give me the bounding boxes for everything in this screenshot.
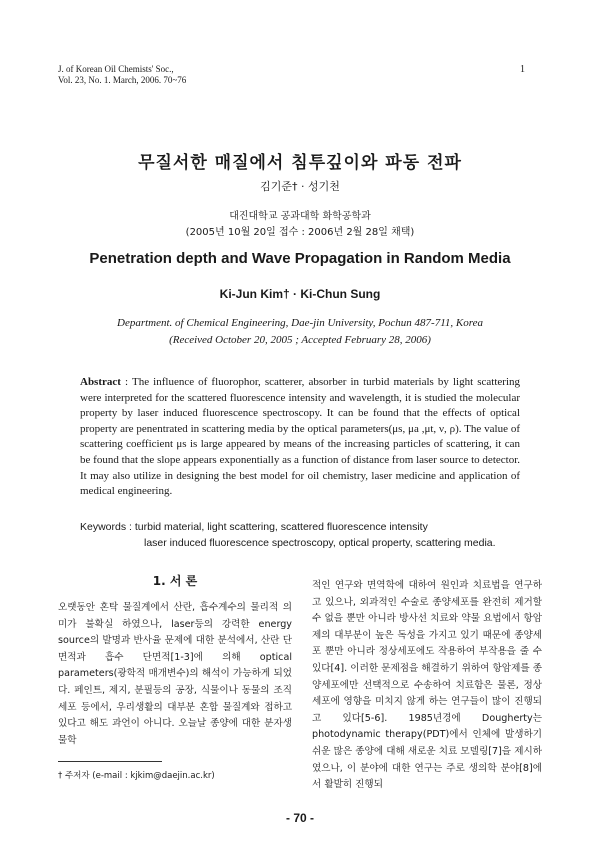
english-received-date: (Received October 20, 2005 ; Accepted February 28, 2006) [169,334,431,346]
keywords [80,519,520,551]
english-affiliation: Department. of Chemical Engineering, Dae-jin University, Pochun 487-711, Korea [117,317,483,329]
journal-line-1: J. of Korean Oil Chemists' Soc., [58,64,174,74]
abstract-text: : The influence of fluorophor, scatterer, absorber in turbid materials by light scattering were interpreted for the scattered fluorescence intensity and wavelength, it is studied the molecular property by laser induced fluorescence spectroscopy. It can be found that the effects of optical property are penentrated in scattering media by the optical parameters(μs, μa ,μt, ν, ρ). The value of scattering coefficient μs is large appeared by means of the increasing particles of scattering, it can be found that the slope appears exponentially as a function of distance from laser source to detector. It may also utilize in designing the best model for oil chemistry, laser medicine and application of medical engineering. [80,376,521,498]
korean-authors: 김기준† · 성기천 [260,180,340,193]
page-footer-number: - 70 - [285,811,314,825]
english-authors: Ki-Jun Kim† · Ki-Chun Sung [219,287,381,301]
keywords-label: Keywords [80,521,127,533]
english-affiliation-block [0,315,600,349]
abstract-label: Abstract [80,376,121,388]
korean-received-date: (2005년 10월 20일 접수 : 2006년 2월 28일 채택) [185,227,415,238]
body-left-column: 오랫동안 혼탁 물질계에서 산란, 흡수계수의 물리적 의미가 불확실 하였으나, laser등의 강력한 energy source의 발명과 반사율 문제에 대한 분석에서, 산란 단면적과 흡수 단면적[1-3]에 의해 optical parameters(광학적 매개변수)의 해석이 가능하게 되었다. 페인트, 제지, 분필등의 공장, 식물이나 동물의 조직세포 등에서, 우리생활의 대부분 혼합 물질계와 접하고 있다고 해도 과언이 아니다. 오늘날 종양에 대한 분자생물학 [58,602,292,746]
page-number: 1 [520,64,525,75]
footnote: † 주저자 (e-mail : kjkim@daejin.ac.kr) [58,771,215,781]
english-title: Penetration depth and Wave Propagation in Random Media [89,250,511,267]
keywords-line-2: laser induced fluorescence spectroscopy, optical property, scattering media. [144,537,496,549]
footnote-divider [58,761,162,762]
abstract [80,375,520,500]
keywords-line-1: : turbid material, light scattering, scattered fluorescence intensity [129,521,428,533]
journal-citation [58,64,186,86]
korean-title: 무질서한 매질에서 침투깊이와 파동 전파 [138,153,462,173]
body-right-column: 적인 연구와 면역학에 대하여 원인과 치료법을 연구하고 있으나, 외과적인 수술로 종양세포를 완전히 제거할 수 없을 뿐만 아니라 방사선 치료와 약물 요법에서 항암제의 대부분이 높은 독성을 가지고 있기 때문에 종양세포 뿐만 아니라 정상세포에도 작용하여 부작용을 줄 수 있다[4]. 이러한 문제점을 해결하기 위하여 항암제를 종양세포에만 선택적으로 수송하여 치료함은 물론, 정상세포에 영향을 미치지 않게 하는 연구들이 많이 진행되고 있다[5-6]. 1985년경에 Dougherty는 photodynamic therapy(PDT)에서 인체에 발생하기 쉬운 많은 종양에 대해 새로운 치료 모델링[7]을 제시하였으나, 이 분야에 대한 연구는 주로 생의학 분야[8]에서 활발히 진행되 [312,580,542,791]
korean-affiliation: 대진대학교 공과대학 화학공학과 [229,211,371,222]
section-heading: 1. 서 론 [152,574,198,588]
journal-line-2: Vol. 23, No. 1. March, 2006. 70~76 [58,75,187,85]
